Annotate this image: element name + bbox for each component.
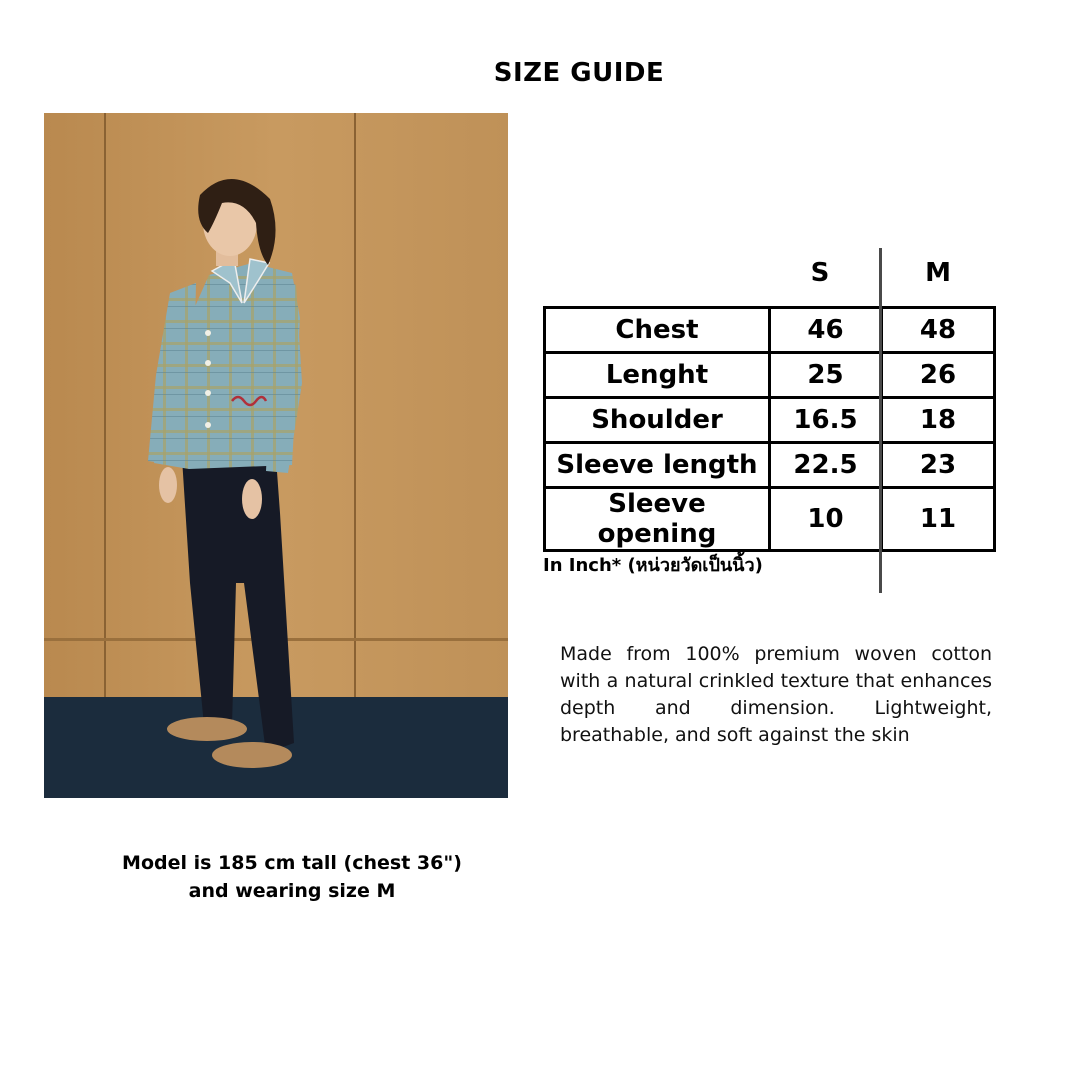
measurement-label: Shoulder	[545, 398, 770, 443]
measurement-label: Chest	[545, 308, 770, 353]
size-m-value: 18	[882, 398, 995, 443]
table-row	[545, 443, 995, 488]
size-column-header-m: M	[925, 258, 951, 288]
size-m-value: 48	[882, 308, 995, 353]
table-row	[545, 353, 995, 398]
size-m-value: 26	[882, 353, 995, 398]
size-m-value: 23	[882, 443, 995, 488]
column-divider	[879, 248, 882, 593]
measurement-label: Sleeve length	[545, 443, 770, 488]
table-row	[545, 308, 995, 353]
table-row	[545, 398, 995, 443]
size-s-value: 10	[770, 488, 882, 551]
page-title: SIZE GUIDE	[493, 58, 665, 88]
measurement-label: Lenght	[545, 353, 770, 398]
model-note-line-2: and wearing size M	[188, 880, 396, 902]
size-s-value: 25	[770, 353, 882, 398]
model-photo	[44, 113, 508, 798]
size-s-value: 46	[770, 308, 882, 353]
size-table	[543, 306, 996, 552]
size-column-header-s: S	[810, 258, 830, 288]
measurement-label: Sleeve opening	[545, 488, 770, 551]
model-note-line-1: Model is 185 cm tall (chest 36")	[122, 852, 462, 874]
size-s-value: 22.5	[770, 443, 882, 488]
table-row	[545, 488, 995, 551]
unit-note: In Inch* (หน่วยวัดเป็นนิ้ว)	[543, 555, 763, 576]
size-m-value: 11	[882, 488, 995, 551]
size-s-value: 16.5	[770, 398, 882, 443]
model-note	[44, 849, 540, 905]
product-description: Made from 100% premium woven cotton with a natural crinkled texture that enhances depth and dimension. Lightweight, breathable, and soft against the skin	[560, 643, 992, 746]
